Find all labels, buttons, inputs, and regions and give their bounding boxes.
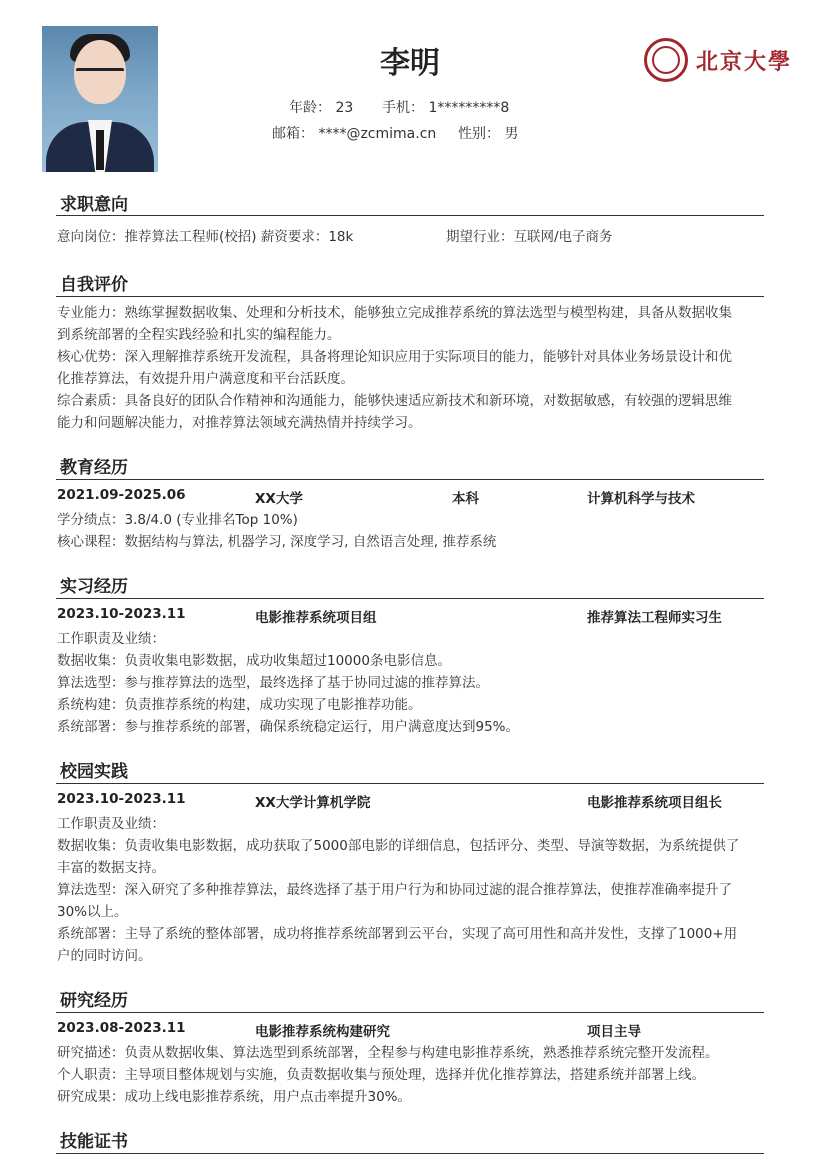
research-topic: 电影推荐系统构建研究 <box>255 1024 390 1040</box>
education-line: 学分绩点：3.8/4.0 (专业排名Top 10%) <box>57 512 298 528</box>
campus-date: 2023.10-2023.11 <box>57 791 186 807</box>
internship-org: 电影推荐系统项目组 <box>255 610 377 626</box>
research-role: 项目主导 <box>587 1024 641 1040</box>
education-school: XX大学 <box>255 491 303 507</box>
campus-line: 系统部署：主导了系统的整体部署，成功将推荐系统部署到云平台，实现了高可用性和高并发性，支撑了1000+用 <box>57 926 738 942</box>
research-date: 2023.08-2023.11 <box>57 1020 186 1036</box>
section-divider <box>56 1012 764 1013</box>
self-eval-line: 到系统部署的全程实践经验和扎实的编程能力。 <box>57 327 341 343</box>
education-degree: 本科 <box>452 491 479 507</box>
section-divider <box>56 296 764 297</box>
education-date: 2021.09-2025.06 <box>57 487 186 503</box>
age-info: 年龄： 23 <box>289 100 354 116</box>
section-divider <box>56 215 764 216</box>
self-eval-line: 专业能力：熟练掌握数据收集、处理和分析技术，能够独立完成推荐系统的算法选型与模型构建，具备从数据收集 <box>57 305 732 321</box>
section-title-skills: 技能证书 <box>60 1132 128 1152</box>
section-title-research: 研究经历 <box>60 991 128 1011</box>
section-title-self-evaluation: 自我评价 <box>60 275 128 295</box>
email-info: 邮箱： ****@zcmima.cn <box>272 126 437 142</box>
gender-info: 性别： 男 <box>458 126 519 142</box>
campus-line: 数据收集：负责收集电影数据，成功获取了5000部电影的详细信息，包括评分、类型、导演等数据，为系统提供了 <box>57 838 740 854</box>
research-line: 研究成果：成功上线电影推荐系统，用户点击率提升30%。 <box>57 1089 412 1105</box>
intention-industry: 期望行业：互联网/电子商务 <box>446 229 613 245</box>
campus-line: 户的同时访问。 <box>57 948 152 964</box>
self-eval-line: 化推荐算法，有效提升用户满意度和平台活跃度。 <box>57 371 354 387</box>
section-title-campus: 校园实践 <box>60 762 128 782</box>
education-line: 核心课程：数据结构与算法, 机器学习, 深度学习, 自然语言处理, 推荐系统 <box>57 534 497 550</box>
campus-line: 30%以上。 <box>57 904 128 920</box>
campus-line: 算法选型：深入研究了多种推荐算法，最终选择了基于用户行为和协同过滤的混合推荐算法，使推荐准确率提升了 <box>57 882 732 898</box>
internship-role: 推荐算法工程师实习生 <box>587 610 722 626</box>
section-divider <box>56 479 764 480</box>
section-divider <box>56 598 764 599</box>
campus-org: XX大学计算机学院 <box>255 795 371 811</box>
internship-line: 算法选型：参与推荐算法的选型，最终选择了基于协同过滤的推荐算法。 <box>57 675 489 691</box>
self-eval-line: 综合素质：具备良好的团队合作精神和沟通能力，能够快速适应新技术和新环境，对数据敏感，有较强的逻辑思维 <box>57 393 732 409</box>
research-line: 研究描述：负责从数据收集、算法选型到系统部署，全程参与构建电影推荐系统，熟悉推荐系统完整开发流程。 <box>57 1045 719 1061</box>
internship-line: 数据收集：负责收集电影数据，成功收集超过10000条电影信息。 <box>57 653 451 669</box>
university-logo-text: 北京大學 <box>696 48 793 75</box>
self-eval-line: 能力和问题解决能力，对推荐算法领域充满热情并持续学习。 <box>57 415 422 431</box>
section-title-education: 教育经历 <box>60 458 128 478</box>
section-divider <box>56 783 764 784</box>
section-divider <box>56 1153 764 1154</box>
education-major: 计算机科学与技术 <box>587 491 695 507</box>
university-logo <box>644 36 792 84</box>
self-eval-line: 核心优势：深入理解推荐系统开发流程，具备将理论知识应用于实际项目的能力，能够针对具体业务场景设计和优 <box>57 349 732 365</box>
research-line: 个人职责：主导项目整体规划与实施，负责数据收集与预处理，选择并优化推荐算法，搭建系统并部署上线。 <box>57 1067 705 1083</box>
university-seal-icon <box>644 38 688 82</box>
phone-info: 手机： 1*********8 <box>382 100 510 116</box>
campus-line: 丰富的数据支持。 <box>57 860 165 876</box>
internship-date: 2023.10-2023.11 <box>57 606 186 622</box>
internship-line: 工作职责及业绩： <box>57 631 165 647</box>
section-title-internship: 实习经历 <box>60 577 128 597</box>
section-title-intention: 求职意向 <box>60 195 128 215</box>
intention-position-salary: 意向岗位：推荐算法工程师(校招) 薪资要求：18k <box>57 229 354 245</box>
internship-line: 系统构建：负责推荐系统的构建，成功实现了电影推荐功能。 <box>57 697 422 713</box>
campus-line: 工作职责及业绩： <box>57 816 165 832</box>
internship-line: 系统部署：参与推荐系统的部署，确保系统稳定运行，用户满意度达到95%。 <box>57 719 520 735</box>
candidate-name: 李明 <box>380 46 440 81</box>
campus-role: 电影推荐系统项目组长 <box>587 795 722 811</box>
